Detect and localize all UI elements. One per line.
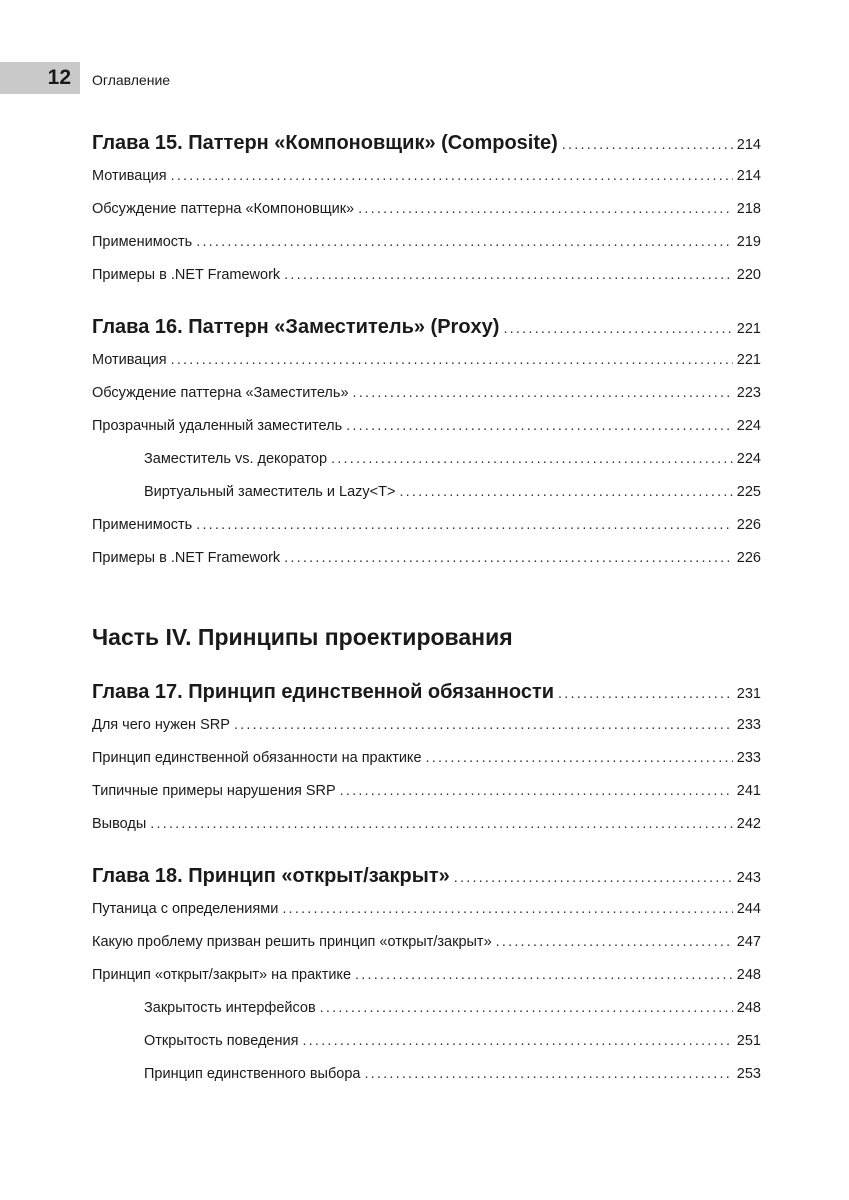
table-of-contents bbox=[92, 126, 761, 1091]
toc-entry[interactable] bbox=[92, 410, 761, 443]
toc-chapter-17[interactable] bbox=[92, 675, 761, 709]
toc-leader-dots bbox=[353, 377, 733, 410]
toc-page-number: 233 bbox=[736, 717, 761, 733]
toc-page-number: 233 bbox=[736, 750, 761, 766]
toc-page-number: 248 bbox=[736, 967, 761, 983]
toc-entry-title: Открытость поведения bbox=[144, 1033, 299, 1049]
toc-chapter-title: Глава 15. Паттерн «Компоновщик» (Composite) bbox=[92, 132, 558, 154]
toc-entry-title: Для чего нужен SRP bbox=[92, 717, 230, 733]
toc-chapter-15[interactable] bbox=[92, 126, 761, 160]
toc-entry-title: Обсуждение паттерна «Компоновщик» bbox=[92, 201, 355, 217]
toc-leader-dots bbox=[355, 959, 733, 992]
toc-leader-dots bbox=[150, 808, 733, 841]
toc-leader-dots bbox=[196, 509, 733, 542]
toc-leader-dots bbox=[284, 542, 733, 575]
toc-entry-title: Какую проблему призван решить принцип «открыт/закрыт» bbox=[92, 934, 492, 950]
toc-leader-dots bbox=[358, 193, 733, 226]
toc-entry-title: Принцип единственной обязанности на практике bbox=[92, 750, 422, 766]
toc-entry[interactable] bbox=[92, 344, 761, 377]
toc-entry-title: Мотивация bbox=[92, 352, 167, 368]
toc-page-number: 226 bbox=[736, 550, 761, 566]
toc-leader-dots bbox=[302, 1025, 732, 1058]
toc-entry[interactable] bbox=[92, 926, 761, 959]
toc-page-number: 248 bbox=[736, 1000, 761, 1016]
toc-leader-dots bbox=[454, 861, 733, 893]
toc-leader-dots bbox=[558, 677, 733, 709]
toc-chapter-title: Глава 16. Паттерн «Заместитель» (Proxy) bbox=[92, 316, 500, 338]
page-number: 12 bbox=[0, 62, 80, 94]
toc-entry-title: Обсуждение паттерна «Заместитель» bbox=[92, 385, 349, 401]
toc-leader-dots bbox=[282, 893, 732, 926]
toc-leader-dots bbox=[340, 775, 733, 808]
toc-leader-dots bbox=[346, 410, 733, 443]
toc-entry-title: Примеры в .NET Framework bbox=[92, 267, 281, 283]
toc-entry[interactable] bbox=[92, 377, 761, 410]
toc-leader-dots bbox=[171, 160, 733, 193]
toc-leader-dots bbox=[320, 992, 733, 1025]
toc-chapter-title: Глава 18. Принцип «открыт/закрыт» bbox=[92, 865, 450, 887]
toc-entry-title: Принцип «открыт/закрыт» на практике bbox=[92, 967, 352, 983]
toc-page-number: 214 bbox=[736, 168, 761, 184]
toc-leader-dots bbox=[331, 443, 733, 476]
toc-page-number: 247 bbox=[736, 934, 761, 950]
toc-page-number: 241 bbox=[736, 783, 761, 799]
toc-page-number: 225 bbox=[736, 484, 761, 500]
toc-subentry[interactable] bbox=[92, 1058, 761, 1091]
toc-entry-title: Путаница с определениями bbox=[92, 901, 279, 917]
toc-subentry[interactable] bbox=[92, 443, 761, 476]
toc-leader-dots bbox=[364, 1058, 732, 1091]
toc-page-number: 224 bbox=[736, 451, 761, 467]
toc-page-number: 224 bbox=[736, 418, 761, 434]
toc-entry[interactable] bbox=[92, 160, 761, 193]
toc-page-number: 214 bbox=[736, 137, 761, 153]
toc-entry-title: Примеры в .NET Framework bbox=[92, 550, 281, 566]
toc-entry-title: Заместитель vs. декоратор bbox=[144, 451, 328, 467]
toc-entry-title: Типичные примеры нарушения SRP bbox=[92, 783, 336, 799]
toc-entry-title: Применимость bbox=[92, 234, 193, 250]
toc-entry[interactable] bbox=[92, 709, 761, 742]
running-header: Оглавление bbox=[92, 72, 171, 88]
toc-entry[interactable] bbox=[92, 193, 761, 226]
toc-leader-dots bbox=[496, 926, 733, 959]
toc-page-number: 251 bbox=[736, 1033, 761, 1049]
toc-entry[interactable] bbox=[92, 742, 761, 775]
toc-entry-title: Виртуальный заместитель и Lazy<T> bbox=[144, 484, 396, 500]
toc-page-number: 218 bbox=[736, 201, 761, 217]
toc-entry-title: Принцип единственного выбора bbox=[144, 1066, 361, 1082]
toc-leader-dots bbox=[234, 709, 733, 742]
toc-entry[interactable] bbox=[92, 959, 761, 992]
toc-leader-dots bbox=[284, 259, 733, 292]
toc-entry-title: Применимость bbox=[92, 517, 193, 533]
toc-page-number: 220 bbox=[736, 267, 761, 283]
toc-part-title: Часть IV. Принципы проектирования bbox=[92, 624, 513, 650]
toc-page-number: 242 bbox=[736, 816, 761, 832]
toc-entry[interactable] bbox=[92, 226, 761, 259]
toc-subentry[interactable] bbox=[92, 476, 761, 509]
toc-page-number: 253 bbox=[736, 1066, 761, 1082]
toc-leader-dots bbox=[562, 128, 733, 160]
toc-chapter-18[interactable] bbox=[92, 859, 761, 893]
toc-leader-dots bbox=[426, 742, 733, 775]
toc-entry-title: Мотивация bbox=[92, 168, 167, 184]
toc-entry[interactable] bbox=[92, 808, 761, 841]
toc-page-number: 226 bbox=[736, 517, 761, 533]
toc-entry-title: Выводы bbox=[92, 816, 147, 832]
toc-subentry[interactable] bbox=[92, 1025, 761, 1058]
toc-leader-dots bbox=[399, 476, 732, 509]
toc-entry[interactable] bbox=[92, 775, 761, 808]
toc-chapter-16[interactable] bbox=[92, 310, 761, 344]
toc-leader-dots bbox=[503, 312, 732, 344]
toc-leader-dots bbox=[196, 226, 733, 259]
toc-page-number: 243 bbox=[736, 870, 761, 886]
toc-chapter-title: Глава 17. Принцип единственной обязанности bbox=[92, 681, 555, 703]
toc-page-number: 221 bbox=[736, 321, 761, 337]
toc-leader-dots bbox=[171, 344, 733, 377]
toc-page-number: 223 bbox=[736, 385, 761, 401]
toc-entry[interactable] bbox=[92, 509, 761, 542]
toc-entry[interactable] bbox=[92, 893, 761, 926]
toc-entry-title: Прозрачный удаленный заместитель bbox=[92, 418, 343, 434]
toc-entry-title: Закрытость интерфейсов bbox=[144, 1000, 316, 1016]
toc-entry[interactable] bbox=[92, 259, 761, 292]
toc-page-number: 231 bbox=[736, 686, 761, 702]
toc-page-number: 219 bbox=[736, 234, 761, 250]
toc-page-number: 221 bbox=[736, 352, 761, 368]
toc-page-number: 244 bbox=[736, 901, 761, 917]
toc-entry[interactable] bbox=[92, 542, 761, 575]
toc-subentry[interactable] bbox=[92, 992, 761, 1025]
